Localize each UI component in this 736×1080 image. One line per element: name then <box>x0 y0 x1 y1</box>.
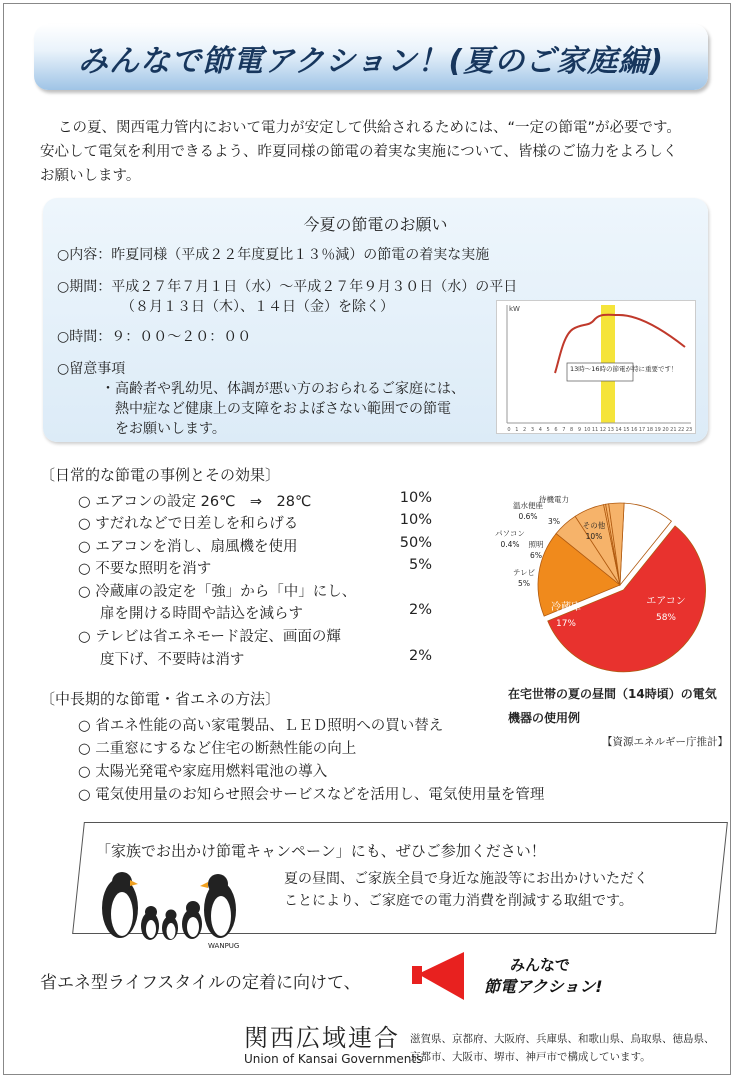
request-title: 今夏の節電のお願い <box>303 215 448 234</box>
hour-tick-label: 1 <box>515 427 519 433</box>
request-period: ○期間：平成２７年７月１日（水）～平成２７年９月３０日（水）の平日 <box>57 279 518 295</box>
pie-label-pc: パソコン <box>495 529 525 538</box>
request-note: ・高齢者や乳幼児、体調が悪い方のおられるご家庭には、 <box>101 381 465 397</box>
pie-pct-fridge: 17% <box>555 619 577 629</box>
hour-tick-label: 8 <box>570 427 574 433</box>
longterm-item: ○ 電気使用量のお知らせ照会サービスなどを活用し、電気使用量を管理 <box>78 787 545 803</box>
hour-tick-label: 12 <box>599 427 607 433</box>
daily-pct: 5% <box>408 557 432 573</box>
daily-item: ○ エアコンを消し、扇風機を使用 <box>78 539 298 555</box>
request-period-note: （８月１３日（木）、１４日（金）を除く） <box>121 299 394 315</box>
pie-label-light: 照明 <box>528 540 544 549</box>
hour-tick-label: 17 <box>638 427 646 433</box>
load-curve-chart <box>496 300 696 434</box>
pie-label-standby: 待機電力 <box>539 495 569 504</box>
penguin-icon <box>182 901 202 939</box>
megaphone-icon <box>418 952 464 1000</box>
daily-item: ○ 不要な照明を消す <box>78 561 212 577</box>
pie-label-fridge: 冷蔵庫 <box>551 602 581 613</box>
member-line: 京都市、大阪市、堺市、神戸市で構成しています。 <box>410 1051 651 1063</box>
hour-tick-label: 11 <box>591 427 599 433</box>
daily-pct: 50% <box>399 535 432 551</box>
penguin-mascots <box>92 866 252 950</box>
pie-label-tv: テレビ <box>512 568 536 577</box>
hour-ticks <box>507 427 692 433</box>
hour-tick-label: 4 <box>538 427 542 433</box>
hour-tick-label: 3 <box>530 427 535 433</box>
penguin-icon <box>141 906 159 940</box>
daily-item: ○ テレビは省エネモード設定、画面の輝 <box>78 629 341 645</box>
hour-tick-label: 21 <box>670 427 677 433</box>
chart-note: 13時～16時の節電が特に重要です！ <box>570 365 678 373</box>
setsuden-action-logo <box>412 944 652 1006</box>
pie-pct-tv: 5% <box>518 579 530 588</box>
longterm-item: ○ 太陽光発電や家庭用燃料電池の導入 <box>78 764 328 780</box>
request-time: ○時間：９：００～２０：００ <box>57 329 252 345</box>
usage-pie-chart <box>470 490 732 680</box>
hour-tick-label: 0 <box>507 427 511 433</box>
daily-pct: 2% <box>408 648 432 664</box>
title-banner <box>34 24 708 90</box>
hour-tick-label: 23 <box>685 427 693 433</box>
hour-tick-label: 7 <box>562 427 566 433</box>
pie-label-toilet: 温水便座 <box>513 501 543 510</box>
request-note: 熱中症など健康上の支障をおよぼさない範囲での節電 <box>115 401 451 417</box>
hour-tick-label: 9 <box>577 427 582 433</box>
longterm-item: ○ 省エネ性能の高い家電製品、ＬＥＤ照明への買い替え <box>78 718 444 734</box>
pie-pct-toilet: 0.6% <box>518 512 538 521</box>
pie-pct-aircon: 58% <box>655 613 677 623</box>
pie-pct-light: 6% <box>530 551 542 560</box>
pie-source: 【資源エネルギー庁推計】 <box>602 736 728 748</box>
longterm-item: ○ 二重窓にするなど住宅の断熱性能の向上 <box>78 741 357 757</box>
hour-tick-label: 5 <box>546 427 550 433</box>
mascot-name: WANPUG <box>208 942 240 950</box>
pie-pct-pc: 0.4% <box>500 540 520 549</box>
hour-tick-label: 22 <box>677 427 685 433</box>
penguin-icon <box>102 872 138 938</box>
daily-item: 扉を開ける時間や詰込を減らす <box>100 606 303 622</box>
logo-line-2: 節電アクション! <box>484 977 603 996</box>
pie-caption <box>508 682 728 754</box>
daily-item: ○ エアコンの設定 26℃ ⇒ 28℃ <box>78 494 312 510</box>
hour-tick-label: 19 <box>654 427 661 433</box>
daily-pct: 10% <box>399 512 432 528</box>
pie-pct-other: 10% <box>585 532 603 541</box>
daily-pct: 10% <box>399 490 432 506</box>
request-notes-head: ○留意事項 <box>57 361 126 377</box>
org-name-en: Union of Kansai Governments <box>244 1052 423 1066</box>
hour-tick-label: 10 <box>584 427 591 433</box>
longterm-head: 〔中長期的な節電・省エネの方法〕 <box>40 690 281 708</box>
hour-tick-label: 13 <box>607 427 614 433</box>
intro-line: 安心して電気を利用できるよう、昨夏同様の節電の着実な実施について、皆様のご協力をよろしく <box>40 144 678 160</box>
member-line: 滋賀県、京都府、大阪府、兵庫県、和歌山県、鳥取県、徳島県、 <box>410 1033 715 1045</box>
load-curve-svg <box>497 301 695 433</box>
campaign-title: 「家族でお出かけ節電キャンペーン」にも、ぜひご参加ください！ <box>96 842 546 860</box>
pie-pct-standby: 3% <box>548 517 560 526</box>
hour-tick-label: 2 <box>523 427 527 433</box>
penguin-icon <box>162 910 178 941</box>
member-list <box>410 1030 715 1066</box>
campaign-text <box>284 868 648 912</box>
hour-tick-label: 20 <box>662 427 669 433</box>
intro-line: お願いします。 <box>40 168 141 184</box>
org-name: 関西広域連合 <box>244 1024 400 1052</box>
hour-tick-label: 15 <box>623 427 630 433</box>
pie-label-other: その他 <box>582 521 606 530</box>
intro-line: この夏、関西電力管内において電力が安定して供給されるためには、“一定の節電”が必要です。 <box>58 120 681 136</box>
footer-slogan: 省エネ型ライフスタイルの定着に向けて、 <box>40 973 361 993</box>
daily-item: ○ すだれなどで日差しを和らげる <box>78 516 299 532</box>
request-content: ○内容：昨夏同様（平成２２年度夏比１３％減）の節電の着実な実施 <box>57 247 490 263</box>
request-note: をお願いします。 <box>115 421 226 437</box>
hour-tick-label: 18 <box>646 427 654 433</box>
chart-unit: kW <box>509 305 520 313</box>
campaign-line: ことにより、ご家庭での電力消費を削減する取組です。 <box>284 893 633 909</box>
hour-tick-label: 16 <box>631 427 638 433</box>
intro-paragraph <box>40 116 716 188</box>
pie-label-aircon: エアコン <box>646 596 686 607</box>
daily-item: ○ 冷蔵庫の設定を「強」から「中」にし、 <box>78 584 357 600</box>
penguin-icon <box>200 874 236 938</box>
hour-tick-label: 6 <box>554 427 558 433</box>
hour-tick-label: 14 <box>615 427 622 433</box>
daily-pct: 2% <box>408 602 432 618</box>
logo-line-1: みんなで <box>510 956 571 974</box>
page-title: みんなで節電アクション！(夏のご家庭編) <box>78 44 664 79</box>
daily-head: 〔日常的な節電の事例とその効果〕 <box>40 466 281 484</box>
campaign-line: 夏の昼間、ご家族全員で身近な施設等にお出かけいただく <box>284 871 648 887</box>
daily-item: 度下げ、不要時は消す <box>100 652 245 668</box>
pie-title: 在宅世帯の夏の昼間（14時頃）の電気機器の使用例 <box>508 687 717 725</box>
